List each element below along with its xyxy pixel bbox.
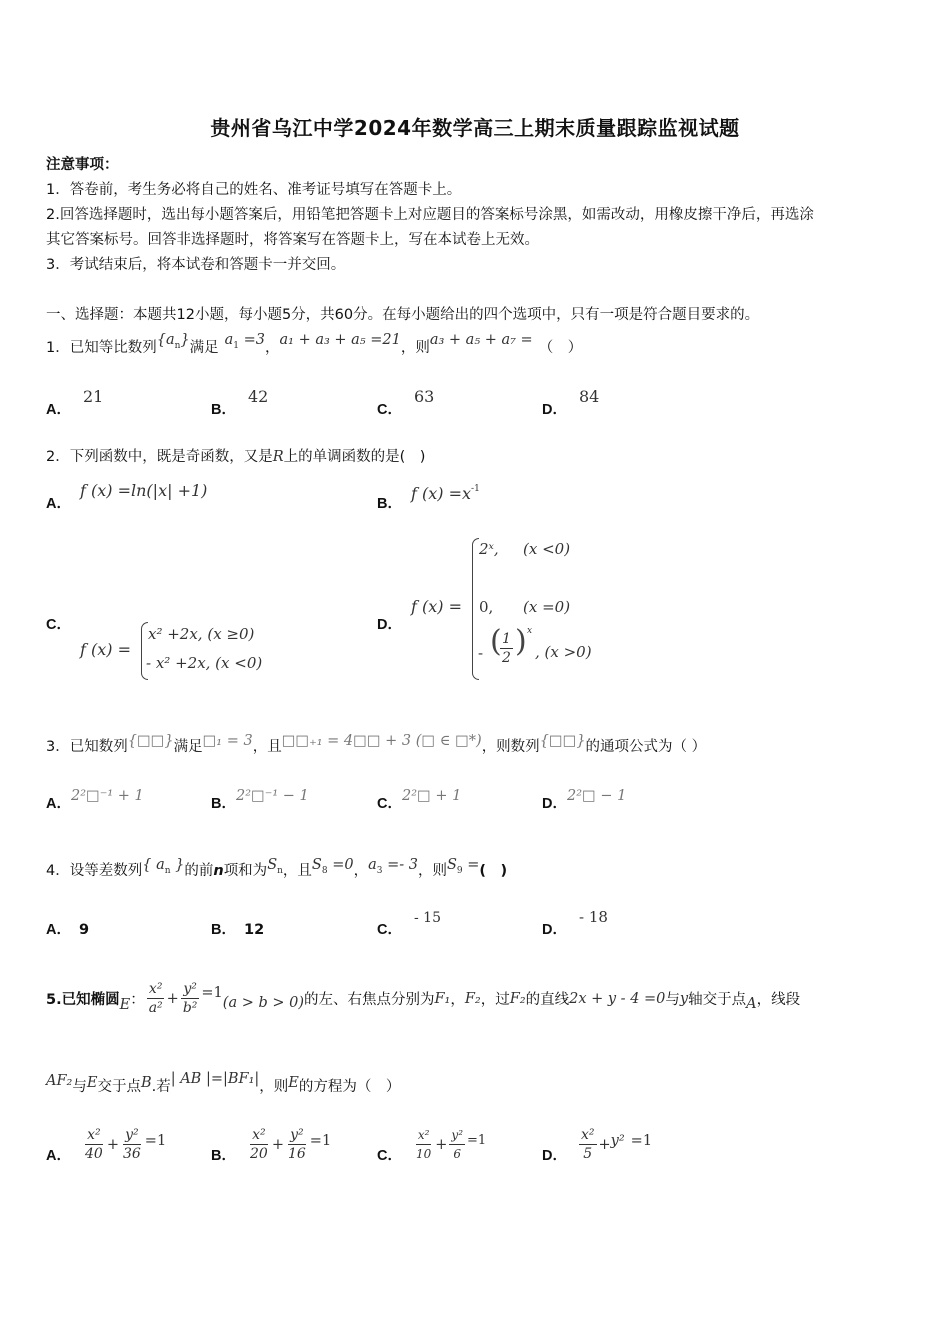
q4-mid1: 的前 xyxy=(184,863,214,879)
q5-mid3: 的直线 xyxy=(525,992,570,1008)
notice-heading: 注意事项： xyxy=(46,157,119,173)
q4-cond1: $S_8 =0$ xyxy=(311,857,354,876)
q2-option-d-paren-left: ( xyxy=(490,624,502,659)
q5-l2-E: E xyxy=(86,1075,98,1091)
q5-eq1: =1 xyxy=(201,984,223,1001)
q2-option-c[interactable]: C． xyxy=(46,617,71,633)
q5-F1: F₁ xyxy=(434,990,451,1007)
q5-F2: F₂ xyxy=(464,990,481,1007)
q2-option-d-case3-exp: x xyxy=(527,626,533,636)
q1-seq: $\{a_n\}$ xyxy=(156,332,190,351)
q2-option-a-expr: f (x) =ln(|x| +1) xyxy=(80,481,208,500)
q2-option-d-case3-sign: - xyxy=(478,644,484,662)
q2-stem-pre: 2．下列函数中，既是奇函数，又是 xyxy=(46,449,273,465)
q1-cond2: a₁ + a₃ + a₅ =21 xyxy=(279,332,401,348)
q4-prefix: 4．设等差数列 xyxy=(46,863,143,879)
section-heading: 一、选择题：本题共12小题，每小题5分，共60分。在每小题给出的四个选项中，只有一项是符合题目要求的。 xyxy=(46,307,760,323)
q3-mid1: 满足 xyxy=(173,739,203,755)
q4-option-b[interactable]: B． 12 xyxy=(211,922,265,938)
q1-option-c[interactable]: C．63 xyxy=(377,387,435,418)
q2-option-a[interactable]: A． xyxy=(46,496,71,512)
q5-colon: ： xyxy=(130,992,145,1008)
q1-prefix: 1．已知等比数列 xyxy=(46,340,157,356)
q5-F2b: F₂ xyxy=(509,990,526,1007)
q3-option-d[interactable]: D．2²□ − 1 xyxy=(542,788,627,812)
q5-y: y xyxy=(679,990,689,1007)
q5-mid1: 的左、右焦点分别为 xyxy=(303,992,435,1008)
q2-option-d-case1-cond: (x <0) xyxy=(523,540,571,558)
q3-cond1: □₁ = 3 xyxy=(202,733,253,749)
q5-plus: + xyxy=(166,990,179,1007)
q5-cond: (a > b > 0) xyxy=(222,994,304,1011)
q5-l2-mid3: .若 xyxy=(151,1079,171,1095)
q5-frac-x: $\frac{\text{x²}}{\text{a²}}$ xyxy=(148,981,163,1016)
notice-item-1: 1．答卷前，考生务必将自己的姓名、准考证号填写在答题卡上。 xyxy=(46,182,462,198)
q5-l2-cond: | AB |=|BF₁| xyxy=(170,1071,260,1087)
q5-prefix: 5.已知椭圆 xyxy=(46,992,120,1008)
q2-stem-post: 上的单调函数的是( ) xyxy=(283,449,426,465)
q5-l2-mid1: 与 xyxy=(72,1079,87,1095)
notice-item-2: 2.回答选择题时，选出每小题答案后，用铅笔把答题卡上对应题目的答案标号涂黑，如需改动，用橡皮擦干净后，再选涂 xyxy=(46,207,814,223)
q5-option-a[interactable]: A． $\frac{\text{x²}}{40}$ + $\frac{\text{y²}}{36}$ =1 xyxy=(46,1127,167,1164)
q4-option-a[interactable]: A． 9 xyxy=(46,922,90,938)
question-1-stem xyxy=(46,332,583,359)
q5-option-d[interactable]: D． $\frac{\text{x²}}{5}$ + y² =1 xyxy=(542,1127,653,1164)
q1-option-a[interactable]: A．21 xyxy=(46,387,104,418)
q1-option-d[interactable]: D．84 xyxy=(542,387,600,418)
q1-mid2: ，则 xyxy=(400,340,430,356)
question-5-stem xyxy=(46,980,800,1017)
q1-end: （ ） xyxy=(538,340,583,356)
q5-frac-y: $\frac{\text{y²}}{\text{b²}}$ xyxy=(182,981,198,1016)
q4-S: $S_n$ xyxy=(267,857,283,876)
q4-mid3: ，且 xyxy=(282,863,312,879)
q2-option-d-lhs: f (x) = xyxy=(411,597,463,616)
q4-n: n xyxy=(213,863,224,879)
q1-ask: a₃ + a₅ + a₇ = xyxy=(429,332,533,348)
q2-option-d-case3-cond: , (x >0) xyxy=(535,643,592,661)
q4-end: ( ) xyxy=(479,863,508,879)
q5-AF2: AF₂ xyxy=(46,1073,73,1089)
q2-option-d-case1-expr: 2ˣ, xyxy=(479,540,499,558)
q2-option-c-case1: x² +2x, (x ≥0) xyxy=(148,625,255,643)
page-title: 贵州省乌江中学2024年数学高三上期末质量跟踪监视试题 xyxy=(210,116,740,140)
notice-item-3: 3．考试结束后，将本试卷和答题卡一并交回。 xyxy=(46,257,346,273)
q5-line-eq: 2x + y - 4 =0 xyxy=(569,990,666,1007)
q2-option-d-case2-cond: (x =0) xyxy=(523,598,571,616)
q3-end: 的通项公式为（ ） xyxy=(585,739,707,755)
q5-mid5: 轴交于点 xyxy=(688,992,747,1008)
q1-cond1: $a_1 =3$ xyxy=(224,332,266,351)
question-5-stem-line2 xyxy=(46,1071,401,1096)
q1-comma: ， xyxy=(265,340,280,356)
notice-item-2-cont: 其它答案标号。回答非选择题时，将答案写在答题卡上，写在本试卷上无效。 xyxy=(46,232,539,248)
q3-mid3: ，则数列 xyxy=(481,739,540,755)
q5-comma: ， xyxy=(450,992,465,1008)
q4-seq: { $a_n$ } xyxy=(142,857,185,876)
q4-option-c[interactable]: C．- 15 xyxy=(377,910,441,938)
q4-mid4: ，则 xyxy=(417,863,447,879)
q2-option-d[interactable]: D． xyxy=(377,617,402,633)
q3-seq: {□□} xyxy=(127,733,174,749)
q3-cond2: □□₊₁ = 4□□ + 3 (□ ∈ □*) xyxy=(281,733,482,749)
q3-prefix: 3．已知数列 xyxy=(46,739,128,755)
q5-mid6: ，线段 xyxy=(756,992,801,1008)
q2-stem-var: R xyxy=(272,449,284,465)
question-3-stem xyxy=(46,735,706,756)
q5-l2-B: B xyxy=(140,1075,152,1091)
q5-l2-E2: E xyxy=(288,1075,299,1091)
q1-option-b[interactable]: B．42 xyxy=(211,387,269,418)
q5-option-b[interactable]: B． $\frac{\text{x²}}{20}$ + $\frac{\text{y²}}{16}$ =1 xyxy=(211,1127,332,1164)
q5-l2-end: 的方程为（ ） xyxy=(298,1079,401,1095)
q5-mid2: ，过 xyxy=(480,992,510,1008)
q5-l2-mid2: 交于点 xyxy=(97,1079,141,1095)
q2-option-d-paren-right: ) xyxy=(515,624,527,659)
question-4-stem xyxy=(46,859,507,882)
question-2-stem xyxy=(46,445,425,466)
q1-mid1: 满足 xyxy=(189,340,219,356)
q5-option-c[interactable]: C． $\frac{\text{x²}}{10}$ + $\frac{\text{y²}}{6}$ =1 xyxy=(377,1128,487,1164)
q3-option-b[interactable]: B．2²□⁻¹ − 1 xyxy=(211,788,309,812)
q2-option-d-case3-frac: $\frac{1}{2}$ xyxy=(502,631,511,666)
q5-mid4: 与 xyxy=(665,992,680,1008)
q2-option-c-case2: - x² +2x, (x <0) xyxy=(146,654,263,672)
q4-comma: ， xyxy=(353,863,369,879)
q2-option-b[interactable]: B． xyxy=(377,496,402,512)
q2-option-c-lhs: f (x) = xyxy=(80,640,132,659)
q5-l2-mid4: ，则 xyxy=(259,1079,289,1095)
q2-option-b-expr: f $(x) =x^{-1}$ xyxy=(411,484,480,503)
q5-A: A xyxy=(746,995,757,1012)
q4-ask: $S_9$ = xyxy=(446,857,480,876)
q4-mid2: 项和为 xyxy=(223,863,268,879)
q3-option-a[interactable]: A．2²□⁻¹ + 1 xyxy=(46,788,144,812)
q2-option-d-case2-expr: 0, xyxy=(479,598,494,616)
q3-seq2: {□□} xyxy=(539,733,586,749)
q4-cond2: $a_3 =- 3$ xyxy=(368,857,418,876)
q5-E: E xyxy=(119,996,131,1013)
q4-option-d[interactable]: D．- 18 xyxy=(542,908,608,938)
q3-option-c[interactable]: C．2²□ + 1 xyxy=(377,788,462,812)
q3-mid2: ，且 xyxy=(252,739,282,755)
